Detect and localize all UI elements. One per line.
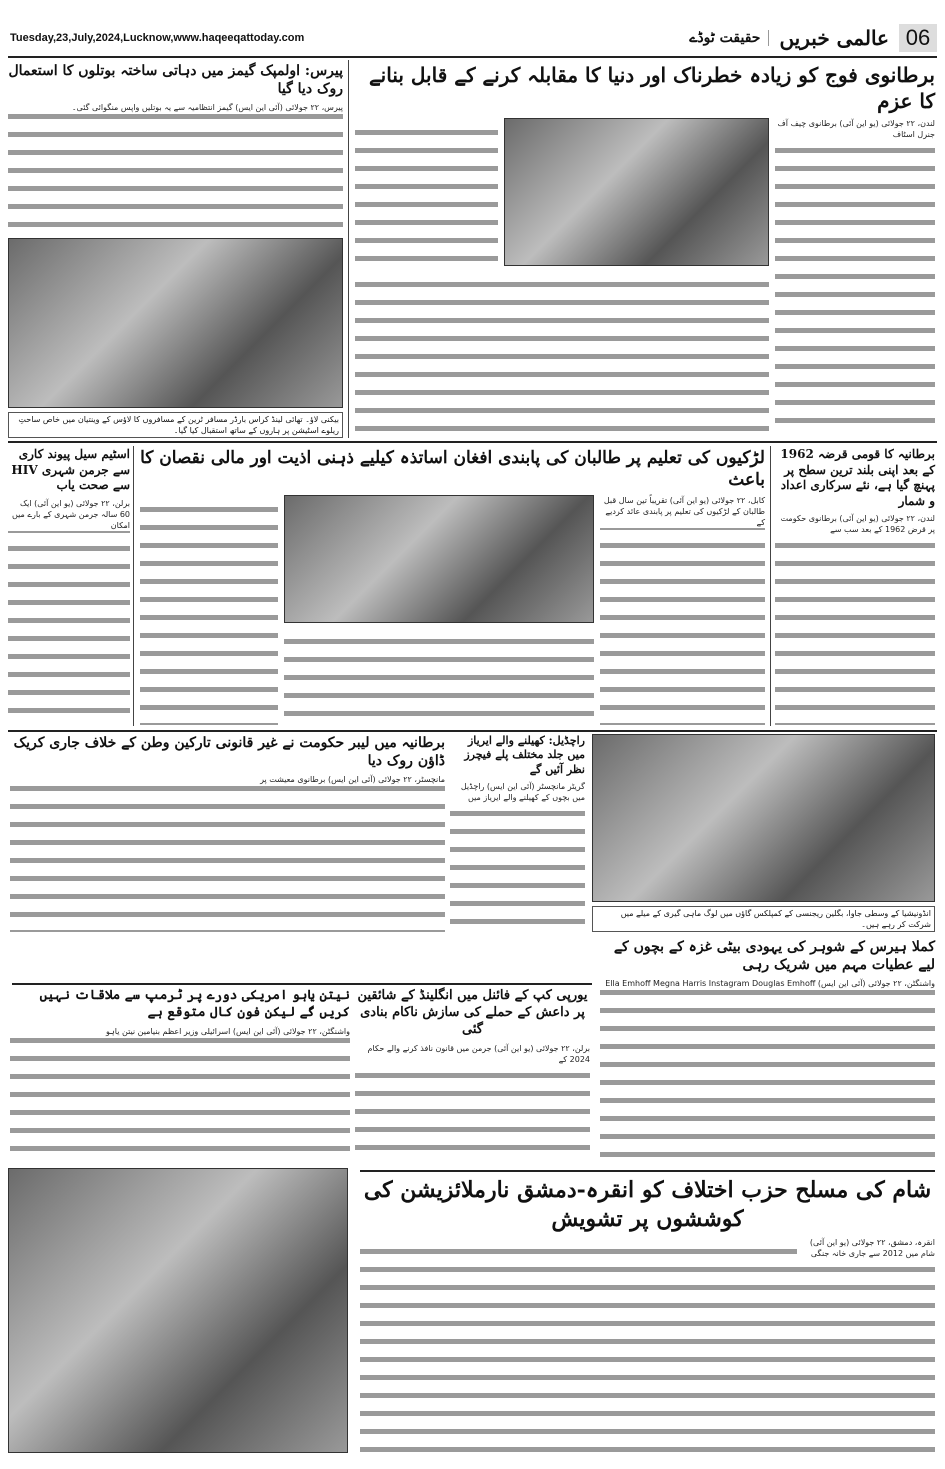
headline-uk-debt: برطانیہ کا قومی قرضہ 1962 کے بعد اپنی بلند ترین سطح پر پہنچ گیا ہے، نئے سرکاری اعداد و شمار [780, 447, 935, 508]
lead-text: برلن، ۲۲ جولائی (یو این آئی) جرمن میں قانون نافذ کرنے والے حکام 2024 کے [355, 1043, 590, 1065]
row-rule [12, 983, 592, 985]
lead-text: لندن، ۲۲ جولائی (یو این آئی) برطانوی حکومت پر قرض 1962 کے بعد سب سے [775, 513, 935, 535]
section-title: عالمی خبریں [779, 26, 889, 50]
lead-text: کابل، ۲۲ جولائی (یو این آئی) تقریباً تین سال قبل طالبان کے لڑکیوں کی تعلیم پر پابندی عائد کردیے کے [600, 495, 765, 528]
photo-caption: بیکنی لاؤ۔ تھائی لینڈ کراس بارڈر مسافر ٹرین کے مسافروں کا لاؤس کے وینتیان میں خاص ساحتِ ریلوے اسٹیشن پر ہاروں کے ساتھ استقبال کیا گیا۔ [8, 412, 343, 438]
headline-netanyahu: نیتن یاہو امریکی دورے پر ٹرمپ سے ملاقات نہیں کریں گے لیکن فون کال متوقع ہے [39, 988, 350, 1020]
row-rule [8, 730, 937, 732]
lead-text: پیرس، ۲۲ جولائی (آئی این ایس) گیمز انتظامیہ سے یہ بوتلیں واپس منگوائی گئی۔ [8, 102, 343, 113]
article-body [284, 627, 594, 725]
page-number: 06 [899, 24, 937, 52]
article-body [355, 118, 498, 266]
article-body [775, 513, 935, 725]
article-body [8, 498, 130, 725]
article-harris [600, 938, 935, 1160]
article-syria [360, 1176, 935, 1464]
article-hiv [8, 447, 130, 725]
photo-travellers [8, 238, 343, 408]
article-labour [10, 734, 445, 932]
divider [348, 60, 349, 438]
headline-labour: برطانیہ میں لیبر حکومت نے غیر قانونی تارکین وطن کے خلاف جاری کریک ڈاؤن روک دیا [13, 735, 445, 770]
row-rule [8, 441, 937, 443]
article-body [8, 102, 343, 234]
headline-paris: پیرس: اولمپک گیمز میں دہاتی ساختہ بوتلوں کا استعمال روک دیا گیا [8, 63, 343, 98]
lead-text: واشنگٹن، ۲۲ جولائی (آئی این ایس) Ella Emhoff Megna Harris Instagram Douglas Emhoff [600, 978, 935, 989]
article-paris [8, 62, 343, 438]
date-line: Tuesday,23,July,2024,Lucknow,www.haqeeqattoday.com [10, 32, 305, 44]
article-uk-debt [775, 447, 935, 725]
lead-text: مانچسٹر، ۲۲ جولائی (آئی این ایس) برطانوی معیشت پر [10, 774, 445, 785]
photo-soldiers [504, 118, 769, 266]
photo-block-festival [592, 734, 935, 932]
photo-caption: انڈونیشیا کے وسطی جاوا، بگلین ریجنسی کے کمپلکس گاؤں میں لوگ ماہی گیری کے میلے میں شرکت کر رہے ہیں۔ [592, 906, 935, 932]
article-taliban [140, 447, 765, 725]
headline-taliban: لڑکیوں کی تعلیم پر طالبان کی پابندی افغان اساتذہ کیلیے ذہنی اذیت اور مالی نقصان کا باعث [140, 448, 765, 491]
article-body [355, 270, 769, 436]
article-body [140, 495, 278, 725]
article-body [10, 774, 445, 932]
article-body [450, 781, 585, 932]
lead-text: انقرہ، دمشق، ۲۲ جولائی (یو این آئی) شام میں 2012 سے جاری خانہ جنگی [797, 1237, 935, 1259]
header-rule [8, 56, 937, 58]
article-uk-army [355, 62, 935, 436]
article-rochdale [450, 734, 585, 932]
headline-hiv: اسٹیم سیل پیوند کاری سے جرمن شہری HIV سے صحت یاب [11, 447, 130, 493]
article-euro [355, 988, 590, 1160]
article-body [600, 978, 935, 1160]
article-body [360, 1237, 935, 1464]
lead-text: برلن، ۲۲ جولائی (یو این آئی) ایک 60 سالہ جرمن شہری کے بارے میں امکان [8, 498, 130, 531]
headline-harris: کملا ہیرس کے شوہر کی یہودی بیٹی غزہ کے بچوں کے لیے عطیات مہم میں شریک رہی [613, 939, 935, 974]
lead-text: گریٹر مانچسٹر (آئی این ایس) راچڈیل میں بچوں کے کھیلنے والے ایریاز میں [450, 781, 585, 803]
article-netanyahu [10, 988, 350, 1160]
article-body [10, 1026, 350, 1160]
divider [770, 446, 771, 726]
headline-syria: شام کی مسلح حزب اختلاف کو انقرہ-دمشق نارملائزیشن کی کوششوں پر تشویش [363, 1177, 932, 1232]
headline-rochdale: راچڈیل: کھیلنے والے ایریاز میں جلد مختلف پلے فیچرز نظر آئیں گے [464, 734, 585, 776]
row-rule [360, 1170, 935, 1172]
headline-euro: یورپی کپ کے فائنل میں انگلینڈ کے شائقین پر داعش کے حملے کی سازش ناکام بنادی گئی [357, 988, 588, 1037]
photo-children-drawing [8, 1168, 348, 1453]
brand-logo: حقیقت ٹوڈے [689, 30, 769, 46]
masthead [689, 24, 937, 52]
headline-uk-army: برطانوی فوج کو زیادہ خطرناک اور دنیا کا مقابلہ کرنے کے قابل بنانے کا عزم [368, 63, 935, 113]
photo-classroom [284, 495, 594, 623]
lead-text: واشنگٹن، ۲۲ جولائی (آئی این ایس) اسرائیلی وزیر اعظم بنیامین نیتن یاہو [10, 1026, 350, 1037]
article-body [355, 1043, 590, 1160]
article-body [600, 495, 765, 725]
lead-text: لندن، ۲۲ جولائی (یو این آئی) برطانوی چیف آف جنرل اسٹاف [775, 118, 935, 140]
article-body [775, 118, 935, 436]
divider [133, 446, 134, 726]
photo-festival [592, 734, 935, 902]
